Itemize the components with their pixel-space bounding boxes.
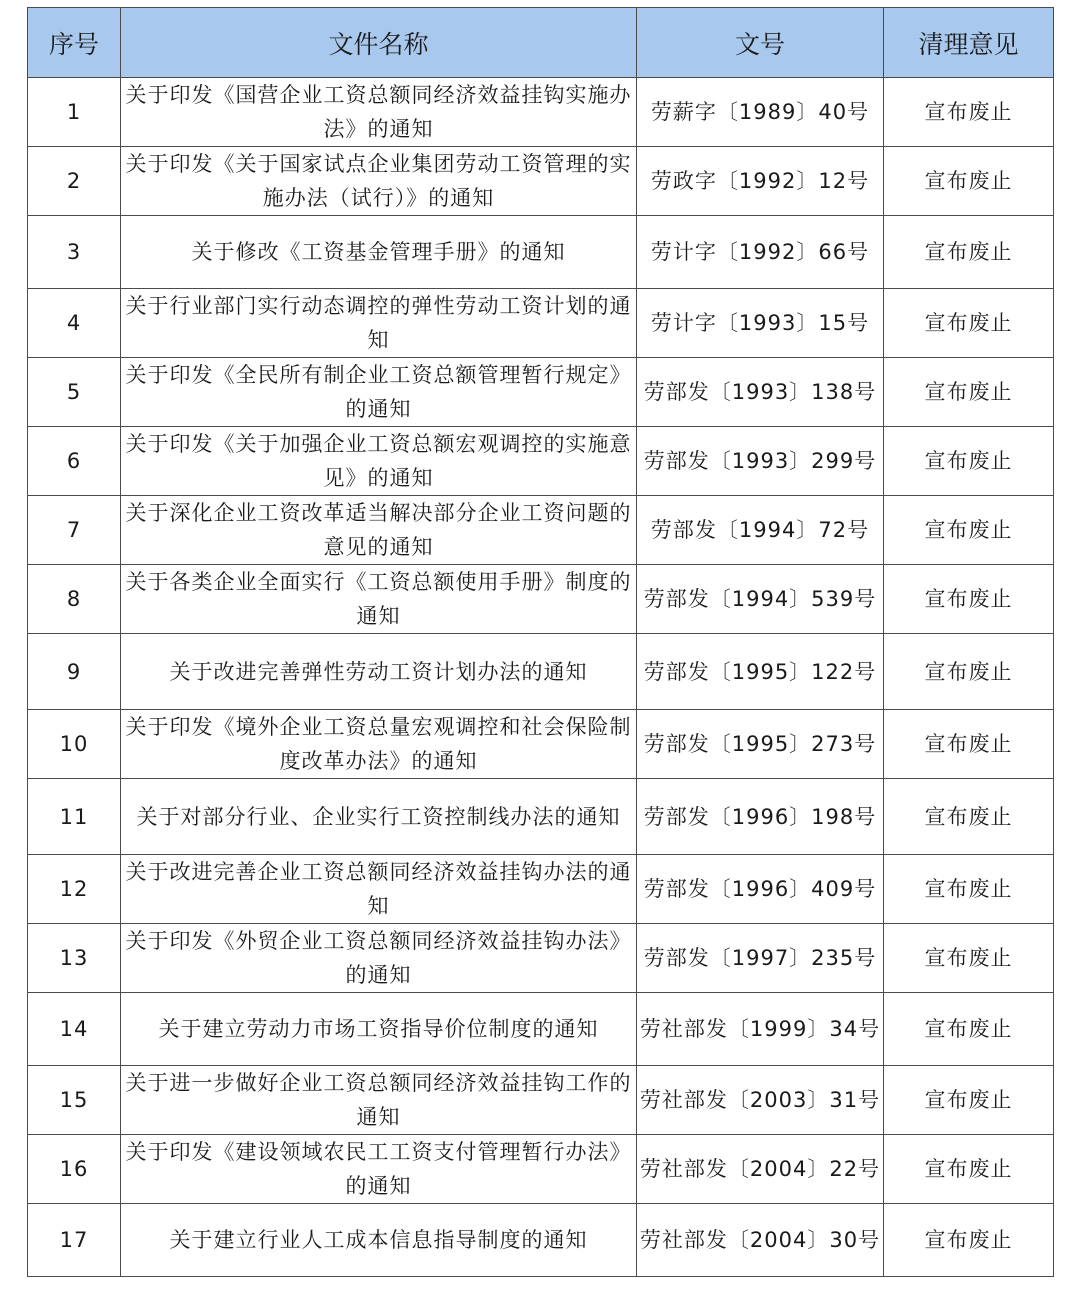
cell-cleanup-opinion: 宣布废止: [884, 710, 1054, 779]
header-cleanup-opinion: 清理意见: [884, 8, 1054, 78]
cell-document-number: 劳部发〔1996〕409号: [637, 855, 884, 924]
table-row: [28, 427, 1054, 496]
table-row: [28, 993, 1054, 1066]
cell-document-number: 劳部发〔1997〕235号: [637, 924, 884, 993]
cell-document-number: 劳社部发〔1999〕34号: [637, 993, 884, 1066]
cell-cleanup-opinion: 宣布废止: [884, 147, 1054, 216]
cell-document-number: 劳部发〔1995〕273号: [637, 710, 884, 779]
cell-cleanup-opinion: 宣布废止: [884, 427, 1054, 496]
table-row: [28, 855, 1054, 924]
document-cleanup-table: [27, 7, 1054, 1277]
header-serial-number: 序号: [28, 8, 121, 78]
cell-serial-number: 16: [28, 1135, 121, 1204]
cell-serial-number: 17: [28, 1204, 121, 1277]
cell-file-name: 关于修改《工资基金管理手册》的通知: [121, 216, 637, 289]
cell-serial-number: 9: [28, 634, 121, 710]
table-row: [28, 924, 1054, 993]
cell-cleanup-opinion: 宣布废止: [884, 993, 1054, 1066]
cell-document-number: 劳部发〔1996〕198号: [637, 779, 884, 855]
cell-document-number: 劳薪字〔1989〕40号: [637, 78, 884, 147]
cell-file-name: 关于印发《关于国家试点企业集团劳动工资管理的实施办法（试行）》的通知: [121, 147, 637, 216]
table-row: [28, 565, 1054, 634]
table-row: [28, 147, 1054, 216]
cell-file-name: 关于行业部门实行动态调控的弹性劳动工资计划的通知: [121, 289, 637, 358]
cell-serial-number: 5: [28, 358, 121, 427]
cell-cleanup-opinion: 宣布废止: [884, 565, 1054, 634]
table-row: [28, 779, 1054, 855]
cell-file-name: 关于印发《关于加强企业工资总额宏观调控的实施意见》的通知: [121, 427, 637, 496]
cell-cleanup-opinion: 宣布废止: [884, 924, 1054, 993]
cell-serial-number: 6: [28, 427, 121, 496]
cell-document-number: 劳社部发〔2004〕22号: [637, 1135, 884, 1204]
table-row: [28, 710, 1054, 779]
cell-file-name: 关于印发《建设领域农民工工资支付管理暂行办法》的通知: [121, 1135, 637, 1204]
table-row: [28, 1066, 1054, 1135]
cell-file-name: 关于印发《境外企业工资总量宏观调控和社会保险制度改革办法》的通知: [121, 710, 637, 779]
cell-document-number: 劳部发〔1993〕299号: [637, 427, 884, 496]
cell-file-name: 关于对部分行业、企业实行工资控制线办法的通知: [121, 779, 637, 855]
cell-document-number: 劳社部发〔2003〕31号: [637, 1066, 884, 1135]
cell-file-name: 关于建立行业人工成本信息指导制度的通知: [121, 1204, 637, 1277]
cell-serial-number: 3: [28, 216, 121, 289]
cell-file-name: 关于建立劳动力市场工资指导价位制度的通知: [121, 993, 637, 1066]
cell-cleanup-opinion: 宣布废止: [884, 358, 1054, 427]
cell-serial-number: 13: [28, 924, 121, 993]
table-row: [28, 496, 1054, 565]
cell-serial-number: 10: [28, 710, 121, 779]
cell-document-number: 劳计字〔1992〕66号: [637, 216, 884, 289]
cell-document-number: 劳计字〔1993〕15号: [637, 289, 884, 358]
table-row: [28, 1135, 1054, 1204]
cell-cleanup-opinion: 宣布废止: [884, 779, 1054, 855]
table-row: [28, 358, 1054, 427]
cell-document-number: 劳政字〔1992〕12号: [637, 147, 884, 216]
cell-cleanup-opinion: 宣布废止: [884, 496, 1054, 565]
cell-serial-number: 1: [28, 78, 121, 147]
cell-cleanup-opinion: 宣布废止: [884, 1066, 1054, 1135]
cell-file-name: 关于各类企业全面实行《工资总额使用手册》制度的通知: [121, 565, 637, 634]
table-row: [28, 216, 1054, 289]
cell-file-name: 关于印发《全民所有制企业工资总额管理暂行规定》的通知: [121, 358, 637, 427]
cell-serial-number: 15: [28, 1066, 121, 1135]
table-row: [28, 78, 1054, 147]
header-document-number: 文号: [637, 8, 884, 78]
cell-cleanup-opinion: 宣布废止: [884, 1135, 1054, 1204]
table-row: [28, 1204, 1054, 1277]
cell-file-name: 关于进一步做好企业工资总额同经济效益挂钩工作的通知: [121, 1066, 637, 1135]
cell-cleanup-opinion: 宣布废止: [884, 855, 1054, 924]
cell-serial-number: 2: [28, 147, 121, 216]
cell-file-name: 关于印发《外贸企业工资总额同经济效益挂钩办法》的通知: [121, 924, 637, 993]
cell-cleanup-opinion: 宣布废止: [884, 634, 1054, 710]
cell-serial-number: 12: [28, 855, 121, 924]
table-body: [28, 78, 1054, 1277]
table-header: [28, 8, 1054, 78]
table-row: [28, 289, 1054, 358]
header-row: [28, 8, 1054, 78]
cell-serial-number: 11: [28, 779, 121, 855]
header-file-name: 文件名称: [121, 8, 637, 78]
document-table-wrapper: [27, 7, 1054, 1277]
cell-document-number: 劳部发〔1994〕539号: [637, 565, 884, 634]
cell-document-number: 劳部发〔1993〕138号: [637, 358, 884, 427]
cell-cleanup-opinion: 宣布废止: [884, 289, 1054, 358]
cell-serial-number: 8: [28, 565, 121, 634]
cell-serial-number: 14: [28, 993, 121, 1066]
cell-cleanup-opinion: 宣布废止: [884, 216, 1054, 289]
cell-file-name: 关于印发《国营企业工资总额同经济效益挂钩实施办法》的通知: [121, 78, 637, 147]
cell-serial-number: 4: [28, 289, 121, 358]
cell-file-name: 关于改进完善企业工资总额同经济效益挂钩办法的通知: [121, 855, 637, 924]
cell-document-number: 劳部发〔1994〕72号: [637, 496, 884, 565]
table-row: [28, 634, 1054, 710]
cell-file-name: 关于改进完善弹性劳动工资计划办法的通知: [121, 634, 637, 710]
cell-document-number: 劳部发〔1995〕122号: [637, 634, 884, 710]
cell-document-number: 劳社部发〔2004〕30号: [637, 1204, 884, 1277]
cell-serial-number: 7: [28, 496, 121, 565]
cell-cleanup-opinion: 宣布废止: [884, 78, 1054, 147]
cell-cleanup-opinion: 宣布废止: [884, 1204, 1054, 1277]
cell-file-name: 关于深化企业工资改革适当解决部分企业工资问题的意见的通知: [121, 496, 637, 565]
